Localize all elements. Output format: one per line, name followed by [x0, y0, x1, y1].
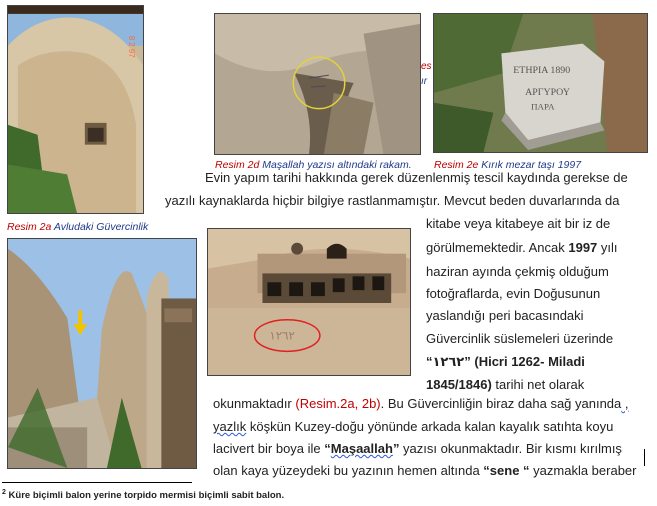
caption-ref: Resim 2e: [434, 159, 479, 171]
caption-desc: Avludaki Güvercinlik: [53, 221, 149, 233]
text-run: 1845/1846): [426, 377, 492, 392]
text-run: görülmemektedir. Ancak: [426, 240, 569, 255]
text-run: okunmaktadır: [213, 396, 296, 411]
photo-fairy-chimneys: [7, 238, 197, 469]
text-run: fotoğraflarda, evin Doğusunun: [426, 286, 601, 301]
stray-caption-fragment: es: [421, 61, 432, 72]
footnote: [2, 489, 284, 501]
gravestone-inscription-1: ΕΤΗΡΙΑ 1890: [513, 65, 571, 77]
stray-caption-fragment-blue: ır: [421, 76, 428, 87]
text-run: 1997: [568, 240, 598, 255]
text-run: kitabe veya kitabeye ait bir iz de: [426, 216, 611, 231]
body-line: [213, 396, 629, 412]
body-line: [426, 286, 600, 302]
body-line: [426, 354, 585, 370]
text-run: (Resim.2a, 2b): [295, 396, 381, 411]
caption-ref: Resim 2d: [215, 159, 260, 171]
text-run: tarihi net olarak: [491, 377, 585, 392]
photo-dovecote-top-left: [7, 5, 144, 214]
gravestone-inscription-3: ΠΑΡΑ: [531, 101, 555, 112]
text-run: yılı: [597, 240, 618, 255]
text-run: Güvercinlik süslemeleri üzerinde: [426, 331, 614, 346]
body-line: [426, 377, 584, 393]
text-run: Evin yapım tarihi hakkında gerek düzenlenmiş tescil kaydında gerekse de: [205, 170, 628, 185]
text-run: yazmakla beraber: [529, 463, 637, 478]
body-line: [426, 308, 584, 324]
body-line: [165, 193, 620, 209]
footnote-marker: 2: [2, 489, 6, 496]
caption-fig-2a: [7, 221, 148, 233]
footnote-separator: [2, 482, 192, 483]
caption-desc: Kırık mezar taşı 1997: [481, 159, 582, 171]
text-run: . Bu Güvercinliğin biraz daha sağ yanında: [380, 396, 622, 411]
body-line: [426, 216, 610, 232]
photo-date-stamp: 8 2 97: [127, 35, 137, 58]
gravestone-inscription-2: ΑΡΓΥΡΟΥ: [525, 86, 570, 98]
body-line: [205, 170, 628, 186]
photo-broken-gravestone: [433, 13, 648, 153]
text-run: yazısı okunmaktadır. Bir kısmı kırılmış: [399, 441, 622, 456]
photo-masallah-wall: [214, 13, 421, 155]
text-run: ”: [392, 441, 400, 456]
text-cursor: [644, 449, 645, 466]
text-run: lacivert bir boya ile: [213, 441, 325, 456]
text-run: “١٢٦٢” (Hicri 1262- Miladi: [426, 354, 585, 369]
text-run: Maşaallah: [330, 441, 393, 456]
caption-ref: Resim 2a: [7, 221, 52, 233]
body-line: [213, 419, 613, 435]
body-line: [426, 331, 613, 347]
text-run: yazılı kaynaklarda hiçbir bilgiye rastlanmamıştır. Mevcut beden duvarlarında da: [165, 193, 620, 208]
body-line: [213, 441, 622, 457]
body-line: [426, 264, 609, 280]
text-run: “: [324, 441, 331, 456]
caption-desc: Maşallah yazısı altındaki rakam.: [262, 159, 412, 171]
body-line: [213, 463, 637, 479]
text-run: olan kaya yüzeydeki bu yazının hemen altında: [213, 463, 484, 478]
photo-dovecote-inscription: [207, 228, 411, 376]
text-run: ,: [621, 396, 629, 411]
text-run: “sene “: [483, 463, 530, 478]
body-line: [426, 240, 618, 256]
text-run: yaslandığı peri bacasındaki: [426, 308, 584, 323]
hijri-year-inscription: ١٢٦٢: [269, 328, 295, 343]
text-run: yazlık: [213, 419, 247, 434]
text-run: haziran ayında çekmiş olduğum: [426, 264, 609, 279]
footnote-text: Küre biçimli balon yerine torpido mermisi biçimli sabit balon.: [8, 490, 285, 502]
text-run: köşkün Kuzey-doğu yönünde arkada kalan kayalık satıhta koyu: [246, 419, 614, 434]
